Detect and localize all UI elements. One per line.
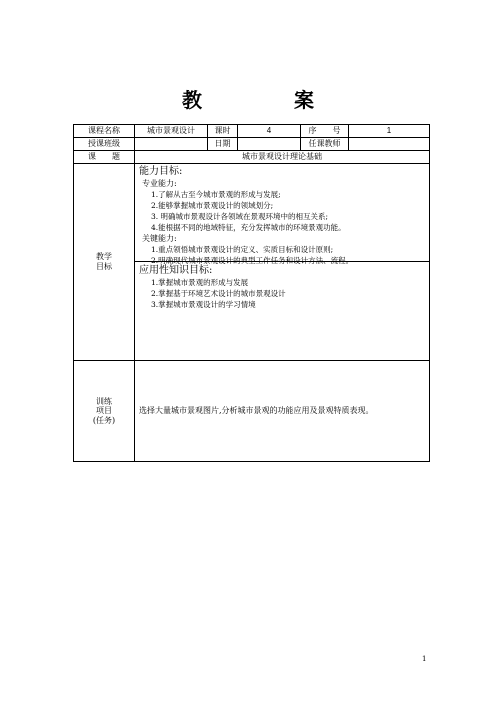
knowledge-item: 2.掌握基于环境艺术设计的城市景观设计 (151, 289, 286, 298)
professional-item: 4.能根据不同的地域特征，充分发挥城市的环境景观功能。 (151, 223, 346, 232)
goals-label-line2: 目标 (96, 262, 112, 271)
knowledge-heading: 应用性知识目标: (139, 265, 213, 276)
class-row (74, 138, 430, 151)
knowledge-item: 1.掌握城市景观的形成与发展 (151, 278, 249, 287)
seq-label: 序 号 (301, 125, 349, 138)
topic-value: 城市景观设计理论基础 (135, 151, 430, 164)
goals-row (74, 164, 430, 361)
course-row (74, 125, 430, 138)
knowledge-goals-block (135, 262, 429, 354)
professional-item: 1.了解从古至今城市景观的形成与发展; (151, 190, 281, 199)
key-ability-item: 1.重点领悟城市景观设计的定义、实质目标和设计原则; (151, 245, 334, 254)
training-row (74, 361, 430, 462)
teacher-value (349, 138, 430, 151)
hours-value: 4 (238, 125, 301, 138)
topic-label: 课 题 (74, 151, 135, 164)
teacher-label: 任课教师 (301, 138, 349, 151)
hours-label: 课时 (208, 125, 238, 138)
topic-row (74, 151, 430, 164)
training-label-line3: (任务) (92, 415, 116, 425)
ability-goals-block (135, 164, 429, 265)
professional-heading: 专业能力: (142, 179, 177, 188)
class-label: 授课班级 (74, 138, 135, 151)
training-content: 选择大量城市景观图片,分析城市景观的功能应用及景观特质表现。 (135, 361, 430, 462)
title-char-1: 教 (182, 88, 202, 112)
training-label-line1: 训练 (96, 396, 112, 406)
class-value (135, 138, 208, 151)
goals-label-line1: 教学 (96, 252, 112, 262)
date-value (238, 138, 301, 151)
training-label-line2: 项目 (96, 406, 112, 416)
date-label: 日期 (208, 138, 238, 151)
seq-value: 1 (349, 125, 430, 138)
key-ability-item: 2.明确现代城市景观设计的典型工作任务和设计方法、流程。 (151, 256, 354, 265)
knowledge-item: 3.掌握城市景观设计的学习情境 (151, 300, 256, 309)
lesson-plan-table (73, 124, 430, 462)
ability-heading: 能力目标: (139, 166, 183, 177)
goals-content-cell (135, 164, 430, 361)
page-number: 1 (422, 655, 427, 663)
course-name-value: 城市景观设计 (135, 125, 208, 138)
goals-label-cell (74, 164, 135, 361)
key-ability-heading: 关键能力: (142, 234, 177, 243)
professional-item: 3. 明确城市景观设计各领域在景观环境中的相互关系; (151, 212, 329, 221)
course-name-label: 课程名称 (74, 125, 135, 138)
title-char-2: 案 (294, 88, 314, 112)
training-label-cell (74, 361, 135, 462)
professional-item: 2.能够掌握城市景观设计的领域划分; (151, 201, 274, 210)
